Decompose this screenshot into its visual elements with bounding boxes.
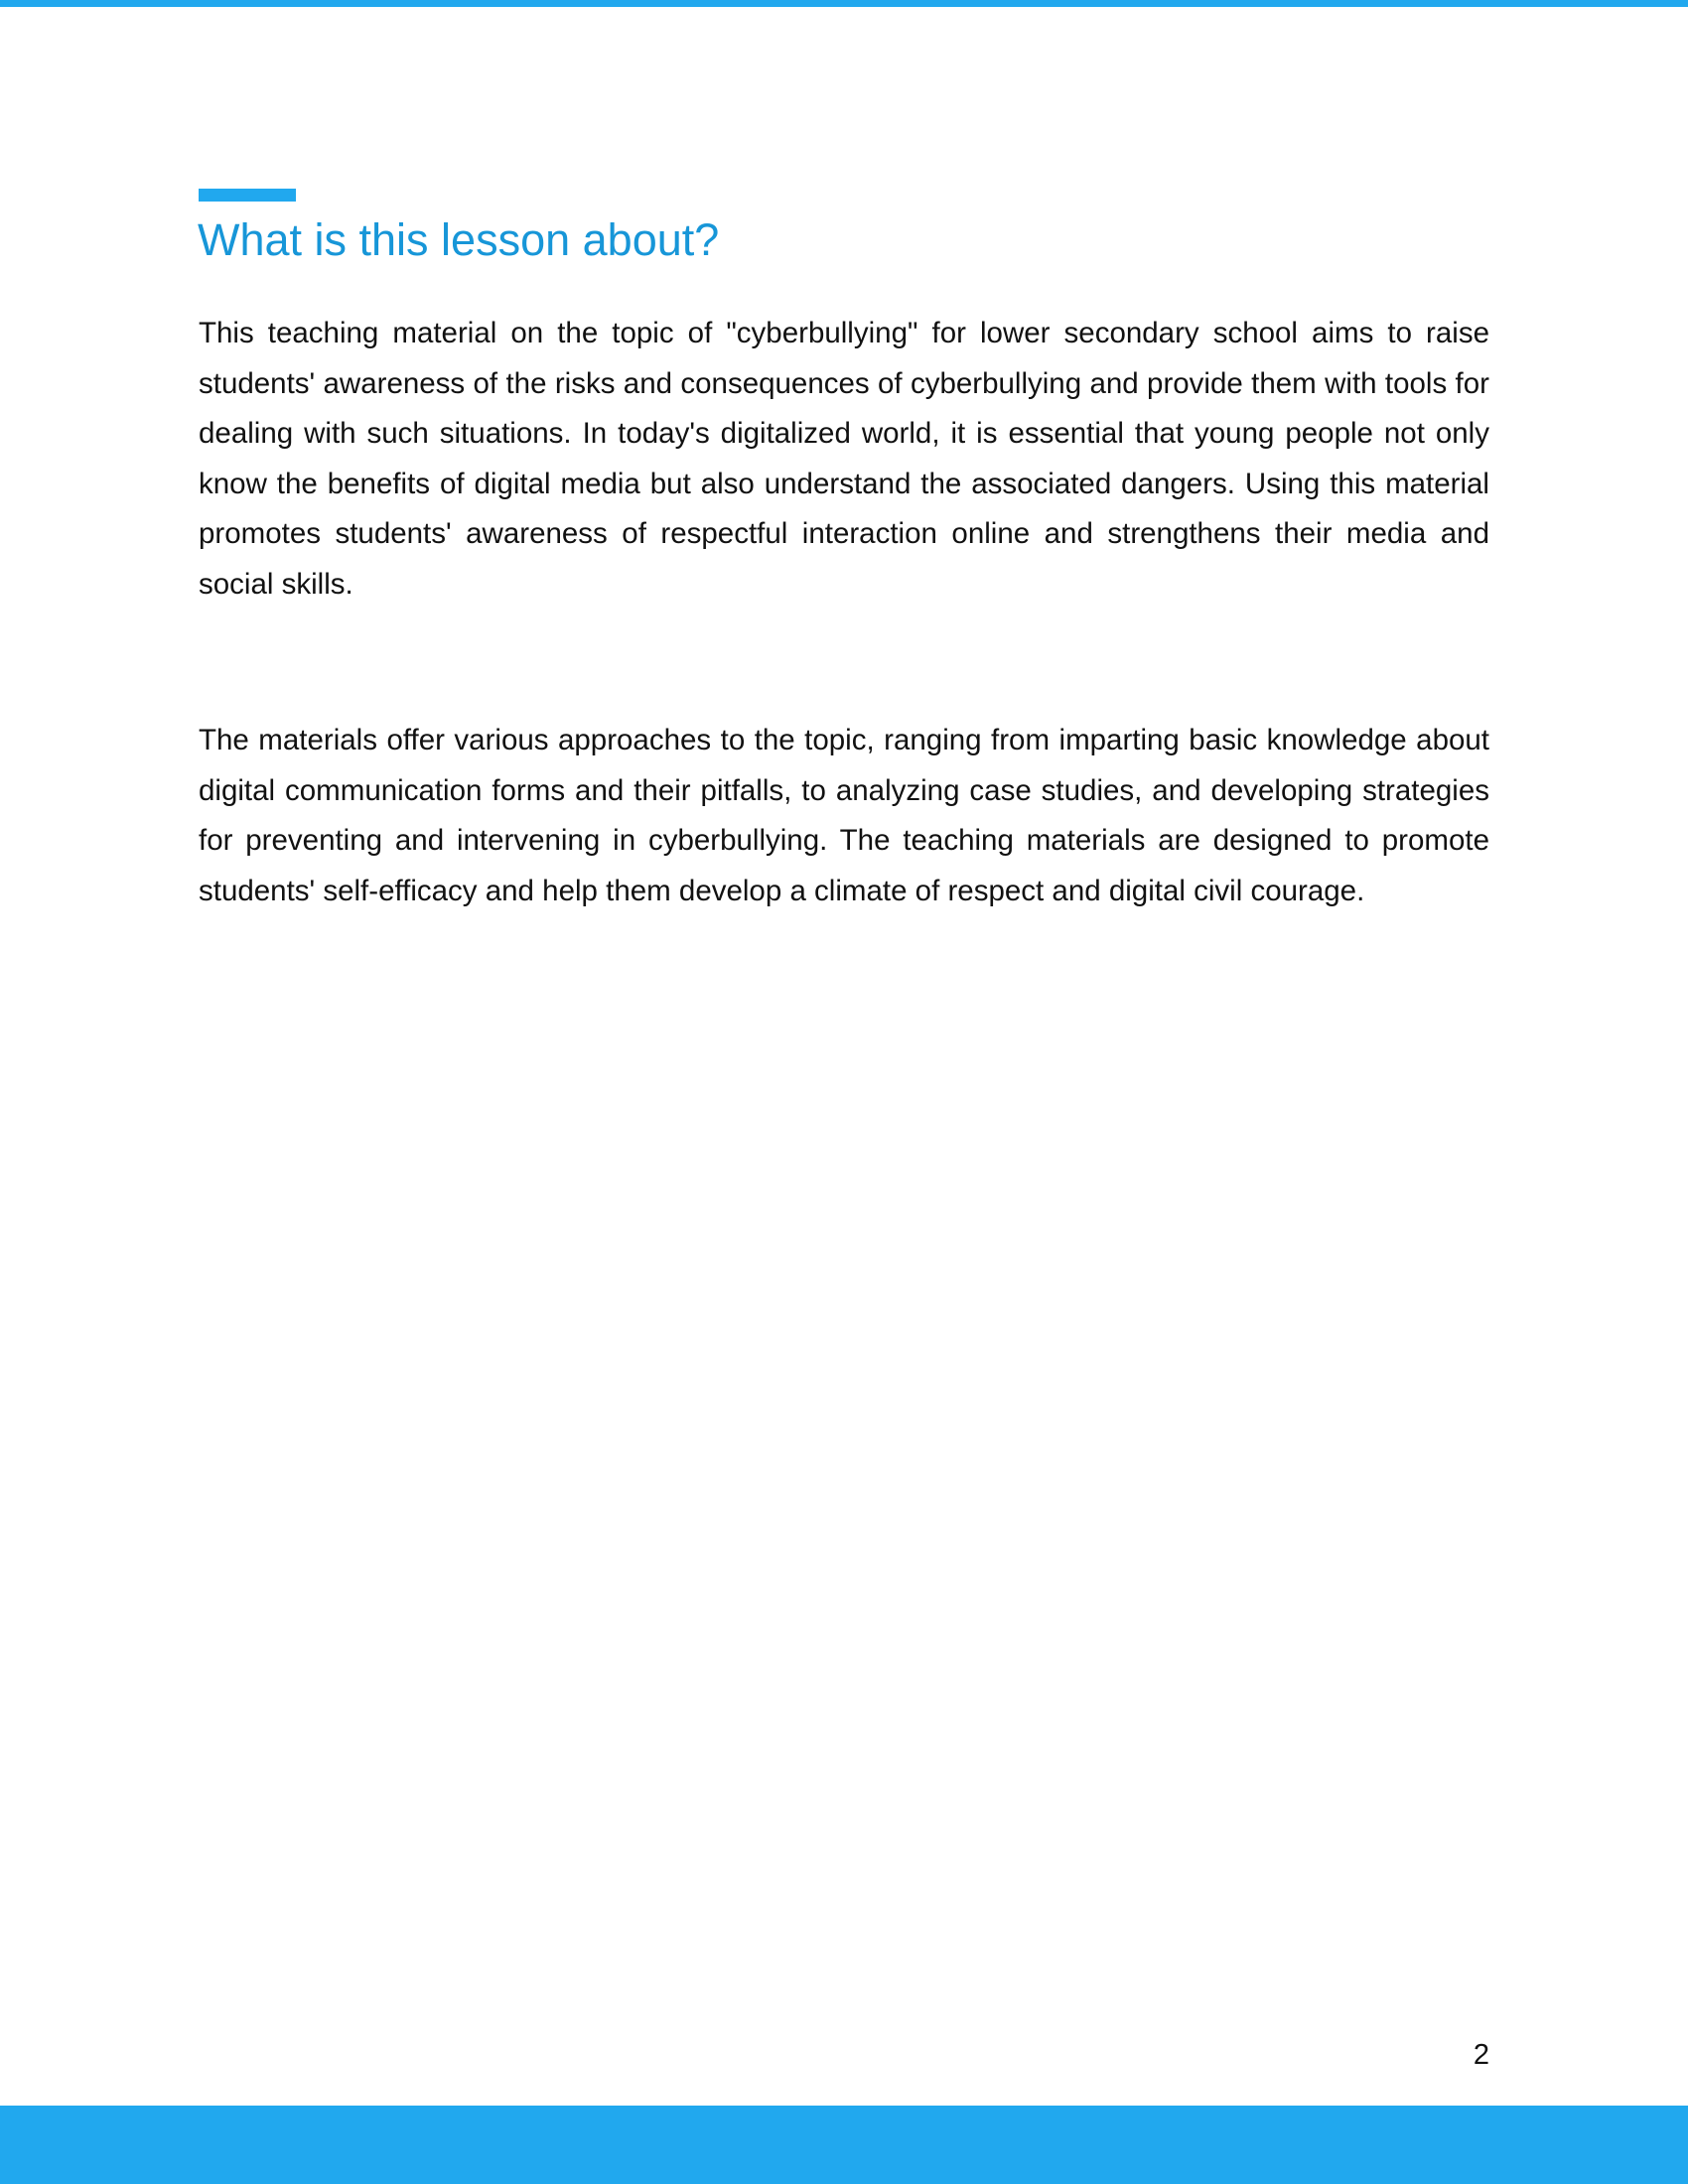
top-accent-rule [0, 0, 1688, 7]
page-number: 2 [1473, 2039, 1489, 2071]
page-title: What is this lesson about? [198, 214, 720, 265]
footer-band [0, 2106, 1688, 2184]
approach-paragraph: The materials offer various approaches to the topic, ranging from imparting basic knowledge about digital communication forms and their pitfalls, to analyzing case studies, and developing strategies for preventing and intervening in cyberbullying. The teaching materials are designed to promote students' self-efficacy and help them develop a climate of respect and digital civil courage. [199, 724, 1489, 907]
intro-paragraph: This teaching material on the topic of "cyberbullying" for lower secondary school aims to raise students' awareness of the risks and consequences of cyberbullying and provide them with tools for dealing with such situations. In today's digitalized world, it is essential that young people not only know the benefits of digital media but also understand the associated dangers. Using this material promotes students' awareness of respectful interaction online and strengthens their media and social skills. [199, 317, 1489, 601]
heading-accent-bar [199, 189, 296, 202]
